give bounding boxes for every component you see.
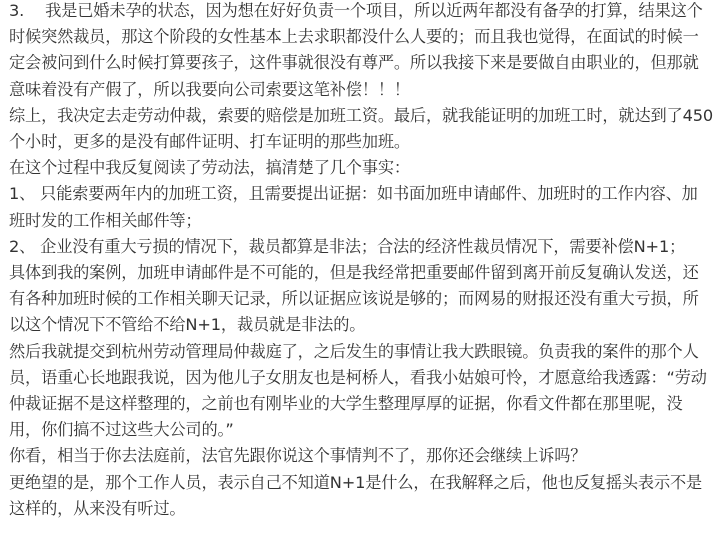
text-line: 时候突然裁员，那这个阶段的女性基本上去求职都没什么人要的；而且我也觉得，在面试的时候一 (9, 27, 699, 47)
text-line: 班时发的工作相关邮件等； (9, 210, 202, 230)
text-line: 在这个过程中我反复阅读了劳动法，搞清楚了几个事实： (9, 158, 410, 178)
text-line: 具体到我的案例，加班申请邮件是不可能的，但是我经常把重要邮件留到离开前反复确认发送，还 (9, 263, 699, 283)
text-line: 定会被问到什么时候打算要孩子，这件事就很没有尊严。所以我接下来是要做自由职业的，但那就 (9, 53, 699, 73)
article-body (9, 0, 713, 522)
text-line: 综上，我决定去走劳动仲裁，索要的赔偿是加班工资。最后，就我能证明的加班工时，就达到了450 (9, 105, 713, 125)
text-line: 有各种加班时候的工作相关聊天记录，所以证据应该说是够的；而网易的财报还没有重大亏损，所 (9, 289, 699, 309)
text-line: 员，语重心长地跟我说，因为他儿子女朋友也是柯桥人，看我小姑娘可怜，才愿意给我透露：“劳动 (9, 367, 707, 387)
text-line: 这样的，从来没有听过。 (9, 498, 186, 518)
text-line: 3. 我是已婚未孕的状态，因为想在好好负责一个项目，所以近两年都没有备孕的打算，结果这个 (9, 1, 703, 20)
text-line: 意味着没有产假了，所以我要向公司索要这笔补偿！！！ (9, 79, 410, 99)
text-line: 更绝望的是，那个工作人员，表示自己不知道N+1是什么，在我解释之后，他也反复摇头表示不是 (9, 472, 703, 492)
text-line: 2、 企业没有重大亏损的情况下，裁员都算是非法；合法的经济性裁员情况下，需要补偿N+1； (9, 236, 686, 256)
paragraph-3-reason (9, 0, 713, 103)
text-line: 你看，相当于你去法庭前，法官先跟你说这个事情判不了，那你还会继续上诉吗？ (9, 446, 587, 466)
text-line: 仲裁证据不是这样整理的，之前也有刚毕业的大学生整理厚厚的证据，你看文件都在那里呢，没 (9, 394, 683, 414)
text-line: 用，你们搞不过这些大公司的。” (9, 420, 234, 440)
paragraph-facts-intro (9, 155, 713, 181)
paragraph-fact-2 (9, 234, 713, 260)
paragraph-question (9, 443, 713, 469)
text-line: 1、 只能索要两年内的加班工资，且需要提出证据：如书面加班申请邮件、加班时的工作内容、加 (9, 184, 698, 204)
paragraph-arbitration (9, 339, 713, 444)
paragraph-despair (9, 470, 713, 522)
text-line: 以这个情况下不管给不给N+1，裁员就是非法的。 (9, 315, 366, 335)
text-line: 然后我就提交到杭州劳动管理局仲裁庭了，之后发生的事情让我大跌眼镜。负责我的案件的那个人 (9, 341, 699, 361)
text-line: 个小时，更多的是没有邮件证明、打车证明的那些加班。 (9, 132, 410, 152)
paragraph-summary (9, 103, 713, 155)
paragraph-fact-1 (9, 181, 713, 233)
paragraph-case-detail (9, 260, 713, 339)
